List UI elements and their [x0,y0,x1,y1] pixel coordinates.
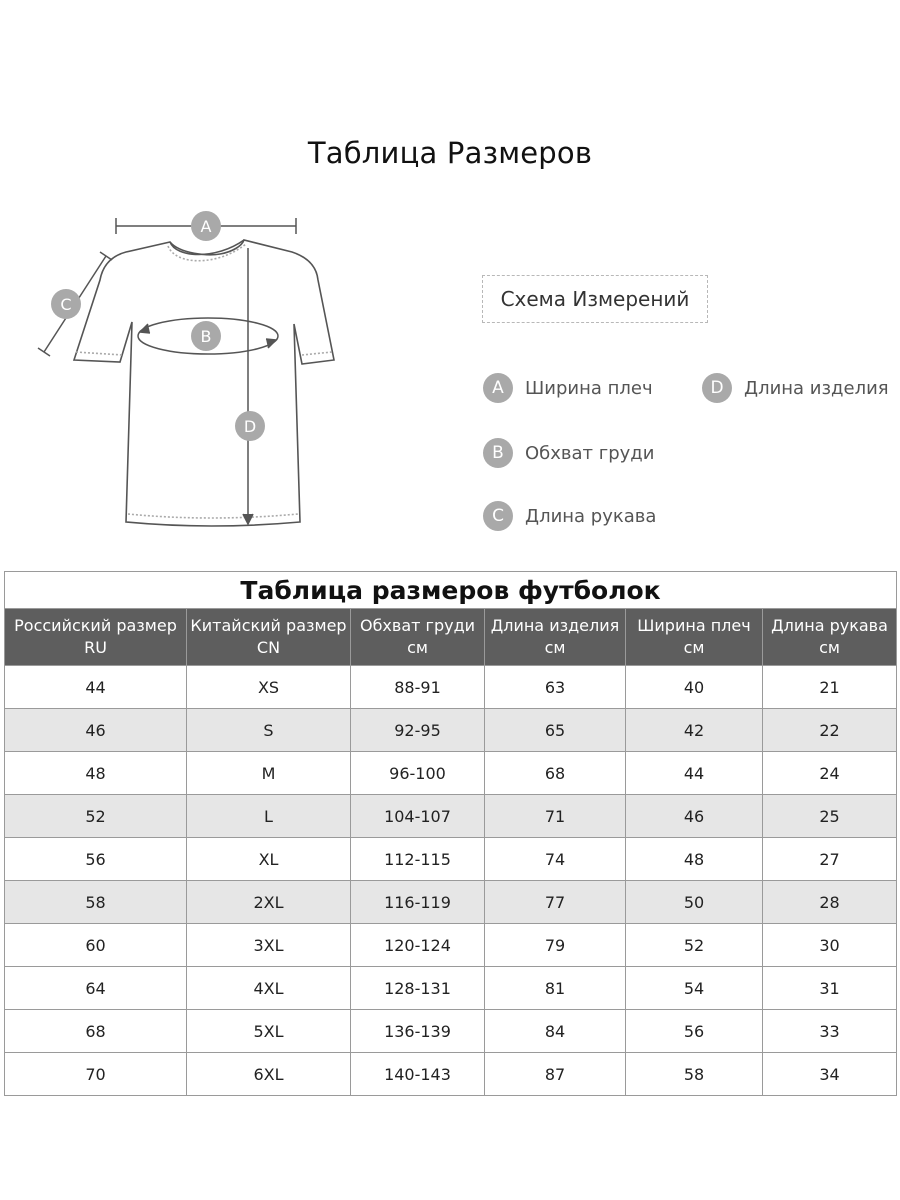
page-title: Таблица Размеров [307,136,593,170]
table-cell: 44 [5,666,187,709]
column-header: Ширина плеч см [626,609,763,666]
table-cell: 34 [763,1053,897,1096]
table-cell: 112-115 [351,838,485,881]
table-cell: 88-91 [351,666,485,709]
table-cell: 28 [763,881,897,924]
column-header: Российский размер RU [5,609,187,666]
svg-text:B: B [200,327,212,346]
table-cell: 46 [626,795,763,838]
table-cell: 92-95 [351,709,485,752]
table-cell: 25 [763,795,897,838]
tshirt-diagram [30,200,350,540]
table-cell: 24 [763,752,897,795]
table-row [5,1010,897,1053]
table-cell: 2XL [187,881,351,924]
column-header: Китайский размер CN [187,609,351,666]
table-cell: 120-124 [351,924,485,967]
table-cell: 74 [485,838,626,881]
table-cell: 52 [626,924,763,967]
table-row [5,709,897,752]
legend-item-b [483,438,654,468]
table-cell: 60 [5,924,187,967]
marker-d [235,411,265,441]
marker-c [51,289,81,319]
legend-item-c [483,501,656,531]
legend-badge: A [483,373,513,403]
table-cell: 44 [626,752,763,795]
table-cell: 56 [5,838,187,881]
table-cell: 21 [763,666,897,709]
legend-badge: C [483,501,513,531]
column-header: Длина изделия см [485,609,626,666]
table-cell: 140-143 [351,1053,485,1096]
table-cell: 46 [5,709,187,752]
table-row [5,1053,897,1096]
table-cell: 30 [763,924,897,967]
table-cell: 68 [5,1010,187,1053]
table-cell: 81 [485,967,626,1010]
table-cell: 65 [485,709,626,752]
table-cell: 40 [626,666,763,709]
table-cell: 52 [5,795,187,838]
svg-text:A: A [200,217,212,236]
table-cell: 128-131 [351,967,485,1010]
table-cell: 5XL [187,1010,351,1053]
table-row [5,967,897,1010]
table-cell: L [187,795,351,838]
table-cell: 84 [485,1010,626,1053]
table-cell: 58 [626,1053,763,1096]
table-cell: 136-139 [351,1010,485,1053]
marker-b [191,321,221,351]
legend-label: Ширина плеч [525,377,653,399]
legend-item-a [483,373,653,403]
table-title: Таблица размеров футболок [5,572,897,609]
table-cell: 27 [763,838,897,881]
table-cell: 96-100 [351,752,485,795]
marker-a [191,211,221,241]
table-cell: 79 [485,924,626,967]
table-cell: 58 [5,881,187,924]
table-row [5,838,897,881]
table-row [5,924,897,967]
table-cell: 54 [626,967,763,1010]
table-header-row [5,609,897,666]
table-row [5,666,897,709]
table-cell: XL [187,838,351,881]
legend-badge: D [702,373,732,403]
table-cell: 68 [485,752,626,795]
table-cell: S [187,709,351,752]
table-cell: 71 [485,795,626,838]
column-header: Обхват груди см [351,609,485,666]
table-cell: 4XL [187,967,351,1010]
svg-text:C: C [60,295,72,314]
table-cell: 56 [626,1010,763,1053]
table-cell: 70 [5,1053,187,1096]
table-row [5,881,897,924]
table-cell: 116-119 [351,881,485,924]
table-cell: 50 [626,881,763,924]
size-table [4,571,897,1096]
legend-badge: B [483,438,513,468]
legend-label: Длина изделия [744,377,889,399]
table-cell: 31 [763,967,897,1010]
legend-label: Длина рукава [525,505,657,527]
table-cell: 63 [485,666,626,709]
column-header: Длина рукава см [763,609,897,666]
table-cell: 64 [5,967,187,1010]
table-cell: 22 [763,709,897,752]
table-row [5,795,897,838]
table-cell: M [187,752,351,795]
table-cell: 104-107 [351,795,485,838]
legend-item-d [702,373,889,403]
table-cell: XS [187,666,351,709]
table-cell: 48 [5,752,187,795]
table-cell: 33 [763,1010,897,1053]
table-cell: 42 [626,709,763,752]
table-cell: 87 [485,1053,626,1096]
table-cell: 6XL [187,1053,351,1096]
table-cell: 77 [485,881,626,924]
legend-label: Обхват груди [525,442,655,464]
table-row [5,752,897,795]
table-cell: 3XL [187,924,351,967]
svg-text:D: D [243,417,257,436]
table-cell: 48 [626,838,763,881]
scheme-title: Схема Измерений [482,275,708,323]
